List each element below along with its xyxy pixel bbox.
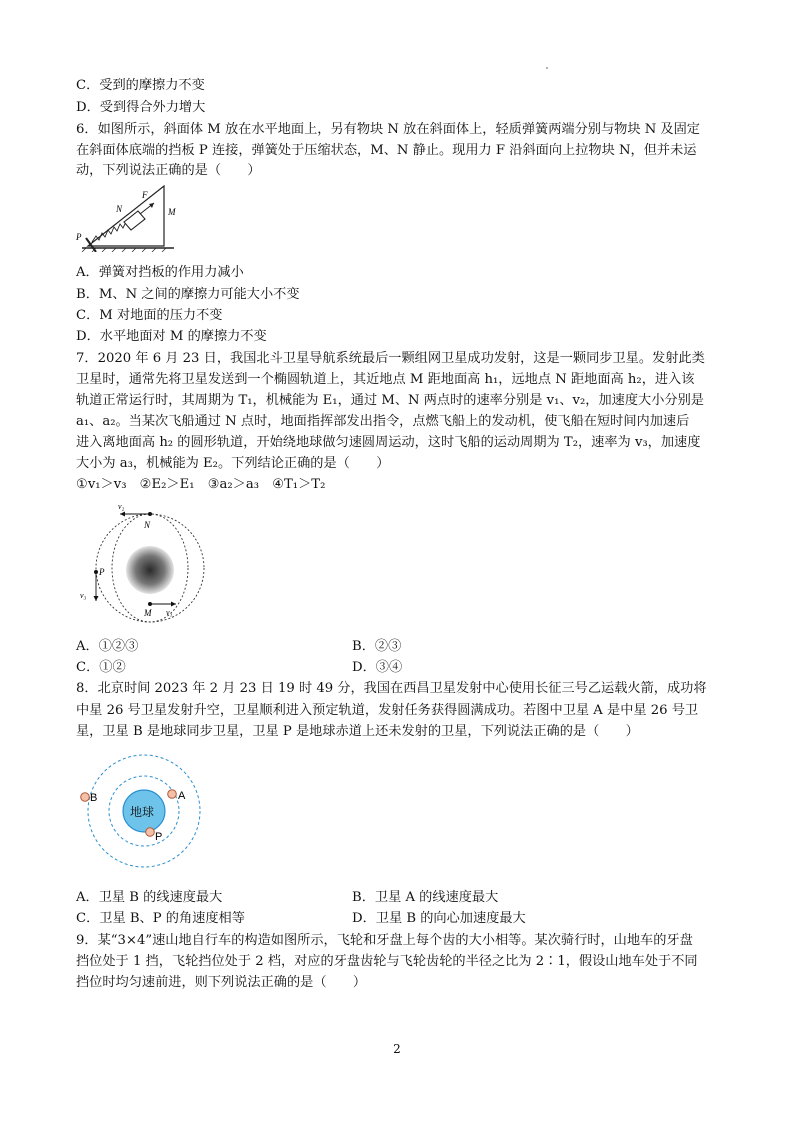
q8-option-a: A．卫星 B 的线速度最大 (76, 890, 223, 905)
q6-incline-figure (74, 182, 194, 252)
block-n (124, 211, 145, 230)
label-p: P (99, 567, 105, 577)
label-n: N (116, 204, 123, 214)
q9-stem-line-3: 挡位时均匀速前进，则下列说法正确的是（ ） (76, 975, 367, 990)
label-m: M (168, 207, 176, 217)
incline-body (88, 186, 164, 246)
q7-orbit-figure (78, 498, 213, 623)
q6-option-b: B．M、N 之间的摩擦力可能大小不变 (76, 287, 300, 302)
label-p: P (76, 232, 82, 242)
label-v2: v₂ (118, 502, 125, 511)
q7-stem-line-1: 7．2020 年 6 月 23 日，我国北斗卫星导航系统最后一颗组网卫星成功发射，这是一颗同步卫星。发射此类 (76, 351, 705, 366)
satellite-p (146, 828, 155, 837)
q7-stem-line-6: 大小为 a₃，机械能为 E₂。下列结论正确的是（ ） (76, 456, 390, 471)
q7-option-b: B．②③ (352, 639, 402, 654)
q9-stem-line-1: 9．某“3×4”速山地自行车的构造如图所示，飞轮和牙盘上每个齿的大小相等。某次骑行时，山地车的牙盘 (76, 933, 693, 948)
satellite-a (168, 790, 177, 799)
q6-option-c: C．M 对地面的压力不变 (76, 308, 223, 323)
q8-option-d: D．卫星 B 的向心加速度最大 (352, 911, 526, 926)
q6-stem-line-2: 在斜面体底端的挡板 P 连接，弹簧处于压缩状态，M、N 静止。现用力 F 沿斜面向上拉物块 N，但并未运 (76, 143, 697, 158)
q7-option-c: C．①② (76, 660, 126, 675)
q7-conclusions: ①v₁＞v₃ ②E₂＞E₁ ③a₂＞a₃ ④T₁＞T₂ (76, 477, 326, 492)
q7-stem-line-5: 进入离地面高 h₂ 的圆形轨道，开始绕地球做匀速圆周运动，这时飞船的运动周期为 T₂，速率为 v₃，加速度 (76, 435, 701, 450)
q6-option-d: D．水平地面对 M 的摩擦力不变 (76, 329, 267, 344)
q5-option-d: D．受到得合外力增大 (76, 100, 206, 115)
earth (126, 546, 174, 594)
page-number: 2 (393, 1042, 401, 1056)
q6-option-a: A．弹簧对挡板的作用力减小 (76, 265, 244, 280)
q9-stem-line-2: 挡位处于 1 挡，飞轮挡位处于 2 档，对应的牙盘齿轮与飞轮齿轮的半径之比为 2∶1，假设山地车处于不同 (76, 954, 698, 969)
q6-stem-line-3: 动，下列说法正确的是（ ） (76, 163, 261, 178)
label-b: B (90, 792, 98, 804)
q7-stem-line-3: 轨道正常运行时，其周期为 T₁，机械能为 E₁，通过 M、N 两点时的速率分别是 v₁、v₂，加速度大小分别是 (76, 393, 704, 408)
label-m: M (144, 608, 152, 618)
label-f: F (142, 190, 148, 200)
label-v1: v₁ (166, 608, 173, 617)
q6-stem-line-1: 6．如图所示，斜面体 M 放在水平地面上，另有物块 N 放在斜面体上，轻质弹簧两端分别与物块 N 及固定 (76, 122, 700, 137)
q8-stem-line-1: 8．北京时间 2023 年 2 月 23 日 19 时 49 分，我国在西昌卫星发射中心使用长征三号乙运载火箭，成功将 (76, 681, 707, 696)
q8-stem-line-2: 中星 26 号卫星发射升空，卫星顺利进入预定轨道，发射任务获得圆满成功。若图中卫星 A 是中星 26 号卫 (76, 703, 699, 718)
q7-stem-line-2: 卫星时，通常先将卫星发送到一个椭圆轨道上，其近地点 M 距地面高 h₁，远地点 N 距地面高 h₂，进入该 (76, 372, 695, 387)
q5-option-c: C．受到的摩擦力不变 (76, 78, 205, 93)
q7-option-d: D．③④ (352, 660, 403, 675)
label-v3: v₃ (80, 591, 87, 600)
label-a: A (178, 790, 186, 802)
q8-option-b: B．卫星 A 的线速度最大 (352, 890, 499, 905)
q7-option-a: A．①②③ (76, 639, 139, 654)
label-p: P (155, 831, 163, 843)
satellite-b (81, 793, 90, 802)
scan-dot (546, 67, 548, 69)
q8-stem-line-3: 星，卫星 B 是地球同步卫星，卫星 P 是地球赤道上还未发射的卫星，下列说法正确的是（ ） (76, 724, 639, 739)
q8-option-c: C．卫星 B、P 的角速度相等 (76, 911, 245, 926)
label-n: N (144, 520, 151, 530)
q8-satellite-figure (76, 748, 208, 868)
earth-label: 地球 (130, 805, 155, 819)
q7-stem-line-4: a₁、a₂。当某次飞船通过 N 点时，地面指挥部发出指令，点燃飞船上的发动机，使飞船在短时间内加速后 (76, 414, 690, 429)
